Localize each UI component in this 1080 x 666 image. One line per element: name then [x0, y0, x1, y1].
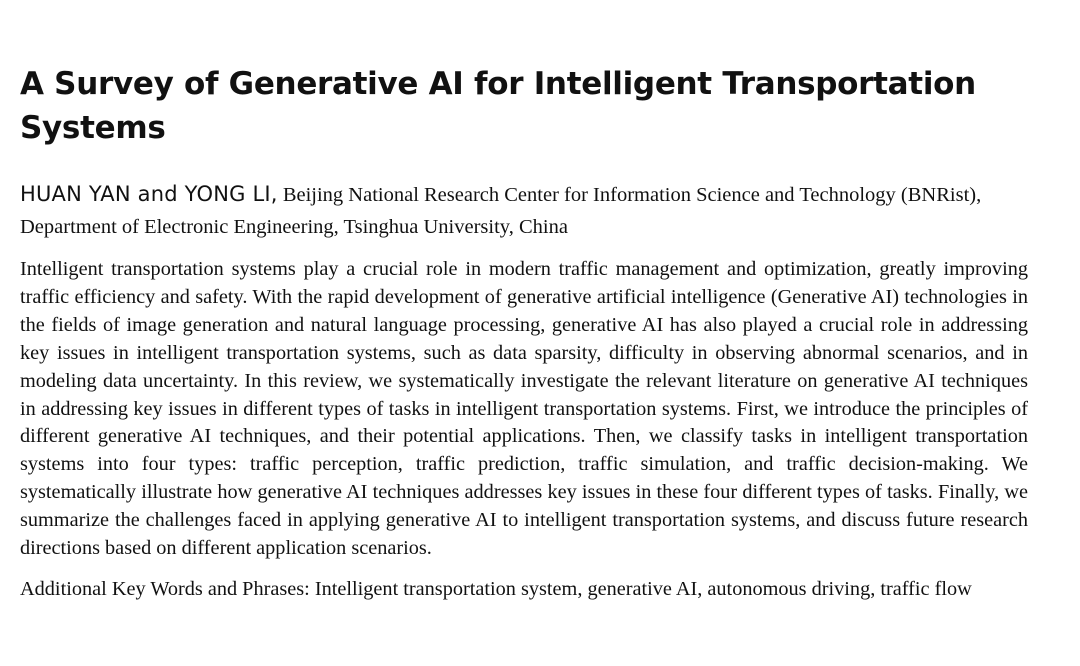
author-block — [20, 178, 1028, 243]
paper-page — [20, 62, 1028, 604]
author-names: HUAN YAN and YONG LI, — [20, 182, 278, 206]
author-affiliation: Beijing National Research Center for Information Science and Technology (BNRist), Department of Electronic Engineering, Tsinghua University, China — [20, 184, 982, 238]
keywords: Additional Key Words and Phrases: Intelligent transportation system, generative AI, autonomous driving, traffic flow — [20, 577, 972, 600]
paper-title: A Survey of Generative AI for Intelligent Transportation Systems — [20, 66, 976, 146]
abstract: Intelligent transportation systems play a crucial role in modern traffic management and optimization, greatly improving traffic efficiency and safety. With the rapid development of generative artificial intelligence (Generative AI) technologies in the fields of image generation and natural language processing, generative AI has also played a crucial role in addressing key issues in intelligent transportation systems, such as data sparsity, difficulty in observing abnormal scenarios, and in modeling data uncertainty. In this review, we systematically investigate the relevant literature on generative AI techniques in addressing key issues in different types of tasks in intelligent transportation systems. First, we introduce the principles of different generative AI techniques, and their potential applications. Then, we classify tasks in intelligent transportation systems into four types: traffic perception, traffic prediction, traffic simulation, and traffic decision-making. We systematically illustrate how generative AI techniques addresses key issues in these four different types of tasks. Finally, we summarize the challenges faced in applying generative AI to intelligent transportation systems, and discuss future research directions based on different application scenarios. — [20, 258, 1028, 560]
